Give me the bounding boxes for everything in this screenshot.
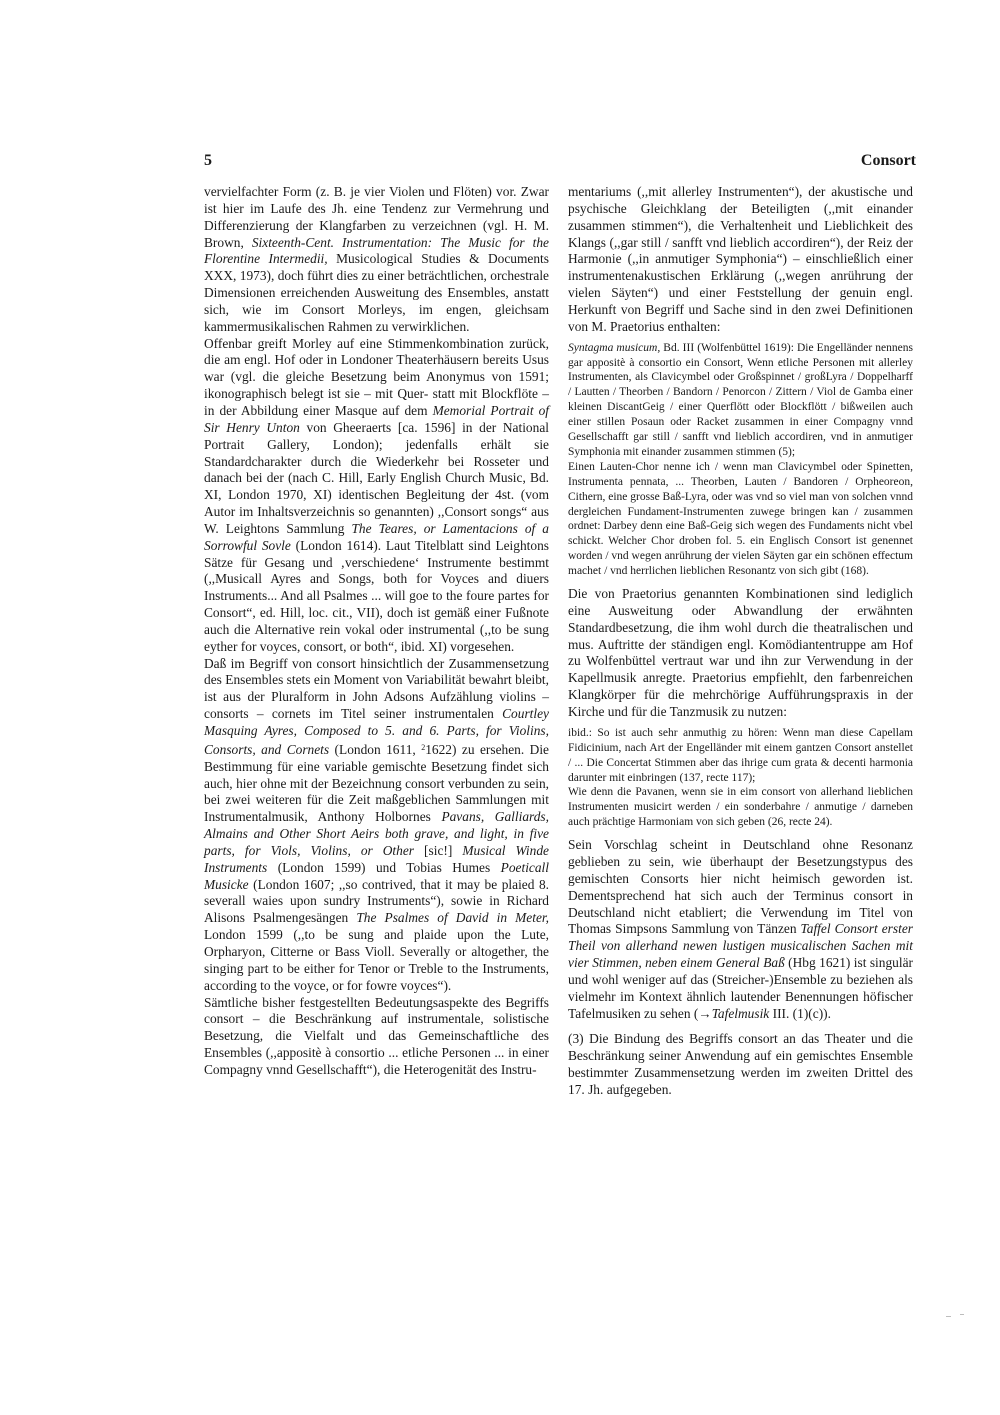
page-header bbox=[204, 152, 916, 174]
text-run: (Hbg 1621) ist singulär und wohl weniger auf das (Streicher-)Ensemble zu beziehen als vielmehr im Kontext ähnlich lautender Benennungen höfischer Tafelmusiken zu sehen (→ bbox=[568, 955, 913, 1021]
italic-text: Syntagma musicum, bbox=[568, 341, 661, 354]
text-run: Daß im Begriff von consort hinsichtlich der Zusammensetzung des Ensembles stets ein Moment von Variabilität bewahrt bleibt, ist aus der Pluralform in John Adsons Aufzählung violins – consorts – cornets im Titel seiner instrumentalen bbox=[204, 655, 549, 722]
italic-text: Pavans, Galliards, Almains and Other Short Aeirs both grave, and light, in five parts, for Viols, Violins, or Other bbox=[204, 809, 549, 858]
text-run: Bd. III (Wolfenbüttel 1619): Die Engelländer nennens gar appositè à consortio ein Consort, Wenn etliche Personen mit allerley Instrumenten, als Clavicymbel oder Großspinnet / großLyra / Doppelharff / Lautten / Theorben / Bandorn / Penorcon / Zittern / Viol de Gamba einer kleinen DiscantGeig / einer Querflött oder Blockflött / bißweilen auch einer stillen Posaun oder Racket zusammen in einer Compagny vnnd Gesellschafft gar still / sanfft vnd lieblich accordiren, vnd in anmutiger Symphonia mit einander zusammen stimmen (5); bbox=[568, 341, 913, 458]
text-run: (3) Die Bindung des Begriffs consort an das Theater und die Beschränkung seiner Anwendung auf ein gemischtes Ensemble bestimmter Zusammensetzung werden im zweiten Drittel des 17. Jh. aufgegeben. bbox=[568, 1031, 913, 1097]
text-run: Musicological Studies & Documents XXX, 1973), doch führt dies zu einer beträchtlichen, orchestrale Dimensionen erreichenden Ausweitung des Ensembles, anstatt sich, wie im Consort Morleys, im engen, gleichsam kammermusikalischen Rahmen zu verwirklichen. bbox=[204, 251, 549, 334]
text-run: 1622) zu ersehen. Die Bestimmung für eine variable gemischte Besetzung findet sich auch, hier ohne mit der Bezeichnung consort verbunden zu sein, bei zwei weiteren für die Zeit maßgeblichen Sammlungen mit Instrumentalmusik, Anthony Holbornes bbox=[204, 741, 549, 825]
italic-text: The Teares, or Lamentacions of a Sorrowful Sovle bbox=[204, 520, 550, 553]
quotation-line bbox=[568, 341, 913, 460]
text-run: Wie denn die Pavanen, wenn sie in eim consort von allerhand lieblichen Instrumenten musicirt werden / ein sonderbahre / anmutige / darneben auch prächtige Harmoniam von sich geben (26, recte 24). bbox=[568, 786, 913, 829]
italic-text: Musical Winde Instruments bbox=[204, 842, 549, 875]
text-run: Sein Vorschlag scheint in Deutschland ohne Resonanz geblieben zu sein, wie überhaupt der Besetzungstypus des gemischten Consorts hier nicht heimisch geworden ist. Dementsprechend hat sich auch der Terminus consort in Deutschland nicht etabliert; die Verwendung im Titel von Thomas Simpsons Sammlung von Tänzen bbox=[568, 837, 913, 937]
text-run: ibid.: So ist auch sehr anmuthig zu hören: Wenn man diese Capellam Fidicinium, nach Art der Engelländer mit einem gantzen Consort anstellet / ... Die Concertat Stimmen aber das ihrige cum grata & decenti harmonia darunter mit einbringen (137, recte 117); bbox=[568, 726, 913, 784]
italic-text: The Psalmes of David in Meter, bbox=[356, 910, 549, 926]
scan-mark bbox=[960, 1314, 964, 1315]
section-paragraph bbox=[568, 1031, 913, 1098]
text-run: von Gheeraerts [ca. 1596] in der National Portrait Gallery, London); jedenfalls erhält sie Standardcharakter durch die Wiederkehr bei Rosseter und danach bei der (nach C. Hill, Early English Church Music, Bd. XI, London 1970, XI) identischen Begleitung der 4st. (vom Autor im Inhaltsverzeichnis so genannten) ,,Consort songs“ aus W. Leightons Sammlung bbox=[204, 419, 549, 536]
paragraph bbox=[204, 656, 549, 995]
text-run: [sic!] bbox=[414, 842, 463, 858]
scan-mark bbox=[946, 1316, 951, 1317]
paragraph bbox=[568, 586, 913, 721]
italic-text: Sixteenth-Cent. Instrumentation: The Music for the Florentine Intermedii, bbox=[204, 234, 549, 267]
quotation-line bbox=[568, 726, 913, 786]
quotation-line bbox=[568, 785, 913, 830]
paragraph bbox=[568, 837, 913, 1022]
block-quotation bbox=[568, 341, 913, 580]
text-run: London 1599 (,,to be sung and plaide upon the Lute, Orpharyon, Citterne or Bass Violl. Severally or altogether, the singing part to be either for Tenor or Treble to the Instruments, according to the voyce, or for fowre voyces“). bbox=[204, 927, 549, 993]
text-run: mentariums (,,mit allerley Instrumenten“), der akustische und psychische Gleichklang der Beteiligten (,,mit einander zusammen stimmen“), die Verhaltenheit und Lieblichkeit des Klangs (,,gar still / sanfft vnd lieblich accordiren“), der Reiz der Harmonie (,,in anmutiger Symphonia“) – einschließlich einer instrumentenakustischen Erklärung (,,wegen anrührung der vielen Säyten“) und einer Feststellung der genuin engl. Herkunft von Begriff und Sache sind in den zwei Definitionen von M. Praetorius enthalten: bbox=[568, 184, 913, 334]
text-run: (London 1607; ,,so contrived, that it may be plaied 8. severall waies upon sundry Instruments“), sowie in Richard Alisons Psalmengesängen bbox=[204, 876, 549, 926]
block-quotation bbox=[568, 726, 913, 830]
italic-text: Taffel Consort erster Theil von allerhand newen lustigen musicalischen Sachen mit vier Stimmen, neben einem General Baß bbox=[568, 921, 913, 971]
text-run: Einen Lauten-Chor nenne ich / wenn man Clavicymbel oder Spinetten, Instrumenta pennata, ... Theorben, Lauten / Bandoren / Orpheoreon, Cithern, eine grosse Baß-Lyra, oder was vnd so viel man von solchen vnnd dergleichen Fundament-Instrumenten zuwege bringen kan / zusammen ordnet: Darbey denn eine Baß-Geig sich wegen des Fundaments nicht vbel schickt. Welcher Chor droben fol. 5. ein Englisch Consort ist genennet worden / vnd wegen anrührung der vielen Säyten gar ein schönen effectum machet / vnd herrlichen lieblichen Resonantz von sich gibt (168). bbox=[568, 460, 913, 578]
italic-text: Memorial Portrait of Sir Henry Unton bbox=[204, 402, 549, 435]
text-run: (London 1599) und Tobias Humes bbox=[267, 859, 501, 875]
quotation-line bbox=[568, 460, 913, 579]
text-run: III. (1)(c)). bbox=[769, 1005, 831, 1021]
superscript: 2 bbox=[421, 742, 426, 752]
text-run: vervielfachter Form (z. B. je vier Violen und Flöten) vor. Zwar ist hier im Laufe des Jh. eine Tendenz zur Vermehrung und Differenzierung der Klangfarben zu verzeichnen (vgl. H. M. Brown, bbox=[204, 184, 549, 250]
italic-text: Courtley Masquing Ayres, Composed to 5. and 6. Parts, for Violins, Consorts, and Cornets bbox=[204, 706, 549, 757]
text-run: (London 1614). Laut Titelblatt sind Leightons Sätze für Gesang und ‚verschiedene‘ Instrumente bestimmt (,,Musicall Ayres and Songs, both for Voyces and diuers Instruments... And all Psalmes ... will goe to the foure partes for Consort“, ed. Hill, loc. cit., VII), doch ist gemäß einer Fußnote auch die Alternative rein vokal oder instrumental (,,to be sung eyther for voyces, consort, or both“, ibid. XI) vorgesehen. bbox=[204, 537, 549, 654]
running-head: Consort bbox=[860, 152, 916, 169]
text-run: (London 1611, bbox=[329, 741, 422, 757]
italic-text: Tafelmusik bbox=[711, 1005, 770, 1021]
text-run: Die von Praetorius genannten Kombinationen sind lediglich eine Ausweitung oder Abwandlung der erwähnten Standardbesetzung, die ihm wohl durch die theatralischen und mus. Auftritte der ständigen engl. Komödiantentruppe am Hof zu Wolfenbüttel vertraut war und ihn zur Verwendung in der Kapellmusik anregte. Praetorius empfiehlt, den farbenreichen Klangkörper für die mehrchörige Aufführungspraxis in der Kirche und für die Tanzmusik zu nutzen: bbox=[568, 586, 913, 719]
right-column bbox=[568, 184, 913, 1099]
page-number: 5 bbox=[204, 152, 212, 169]
paragraph bbox=[204, 336, 549, 656]
italic-text: Poeticall Musicke bbox=[204, 859, 549, 892]
paragraph bbox=[204, 184, 549, 336]
text-run: Offenbar greift Morley auf eine Stimmenkombination zurück, die am engl. Hof oder in Londoner Theaterhäusern bereits Usus war (vgl. die gleiche Besetzung beim Anonymus von 1591; ikonographisch belegt ist sie – mit Quer- statt mit Blockflöte – in der Abbildung einer Masque auf dem bbox=[204, 335, 549, 418]
paragraph bbox=[204, 995, 549, 1079]
text-run: Sämtliche bisher festgestellten Bedeutungsaspekte des Begriffs consort – die Beschränkung auf instrumentale, solistische Besetzung, die Vielfalt und das Gemeinschaftliche des Ensembles (,,appositè à consortio ... etliche Personen ... in einer Compagny vnnd Gesellschafft“), die Heterogenität des Instru- bbox=[204, 994, 549, 1077]
left-column bbox=[204, 184, 549, 1079]
paragraph bbox=[568, 184, 913, 336]
